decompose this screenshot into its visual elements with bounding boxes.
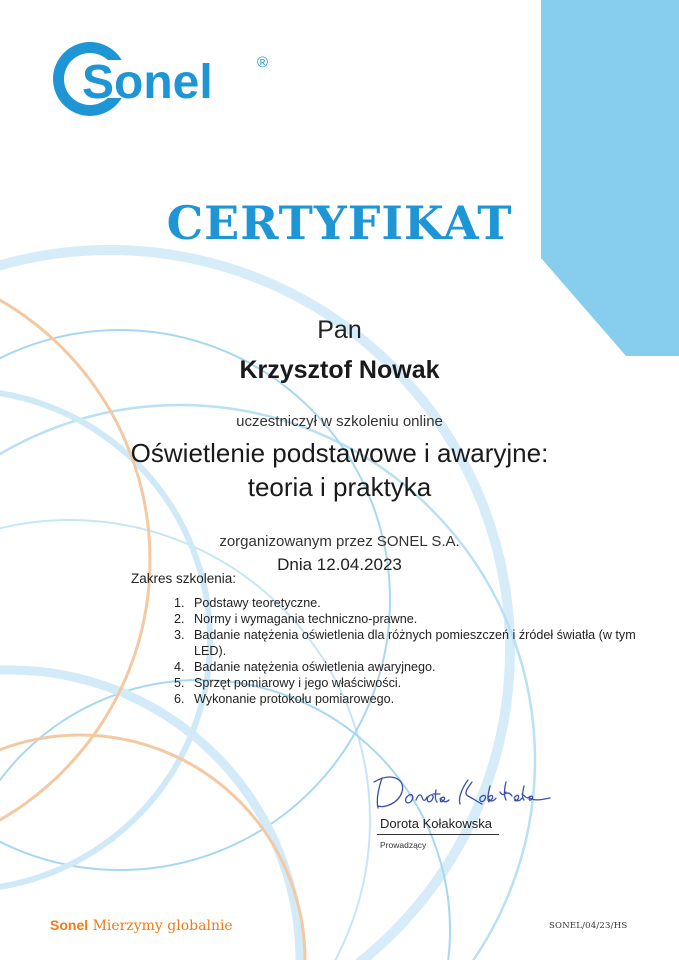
list-item: 2. Normy i wymagania techniczno-prawne. xyxy=(174,612,418,626)
handwritten-signature xyxy=(368,770,568,814)
signature-line xyxy=(377,834,499,835)
svg-text:Sonel: Sonel xyxy=(82,56,213,109)
signatory-role: Prowadzący xyxy=(380,840,427,850)
list-item: 5. Sprzęt pomiarowy i jego właściwości. xyxy=(174,676,402,690)
list-item: 6. Wykonanie protokołu pomiarowego. xyxy=(174,692,395,706)
scope-list xyxy=(170,595,640,707)
list-item: 1. Podstawy teoretyczne. xyxy=(174,596,321,610)
course-title-line1: Oświetlenie podstawowe i awaryjne: xyxy=(130,438,549,468)
certificate-title: CERTYFIKAT xyxy=(166,196,513,250)
signatory-name: Dorota Kołakowska xyxy=(380,816,492,831)
issue-date: Dnia 12.04.2023 xyxy=(277,555,402,574)
course-title xyxy=(0,436,679,504)
recipient-name: Krzysztof Nowak xyxy=(239,356,440,384)
footer-tagline: Mierzymy globalnie xyxy=(92,918,233,934)
organizer-text: zorganizowanym przez SONEL S.A. xyxy=(219,533,460,550)
arc-blue-3 xyxy=(0,520,370,960)
course-title-line2: teoria i praktyka xyxy=(247,472,432,502)
sonel-logo xyxy=(50,38,280,120)
corner-tab xyxy=(541,0,679,356)
scope-label: Zakres szkolenia: xyxy=(131,571,237,586)
footer-brand-name: Sonel xyxy=(50,917,89,933)
document-code: SONEL/04/23/HS xyxy=(549,921,628,931)
participation-text: uczestniczył w szkoleniu online xyxy=(236,413,443,430)
salutation: Pan xyxy=(317,316,362,344)
footer-brand xyxy=(50,917,233,934)
list-item: 4. Badanie natężenia oświetlenia awaryjnego. xyxy=(174,660,436,674)
svg-text:®: ® xyxy=(257,54,269,71)
list-item: 3. Badanie natężenia oświetlenia dla różnych pomieszczeń i źródeł światła (w tym LED). xyxy=(174,628,636,658)
